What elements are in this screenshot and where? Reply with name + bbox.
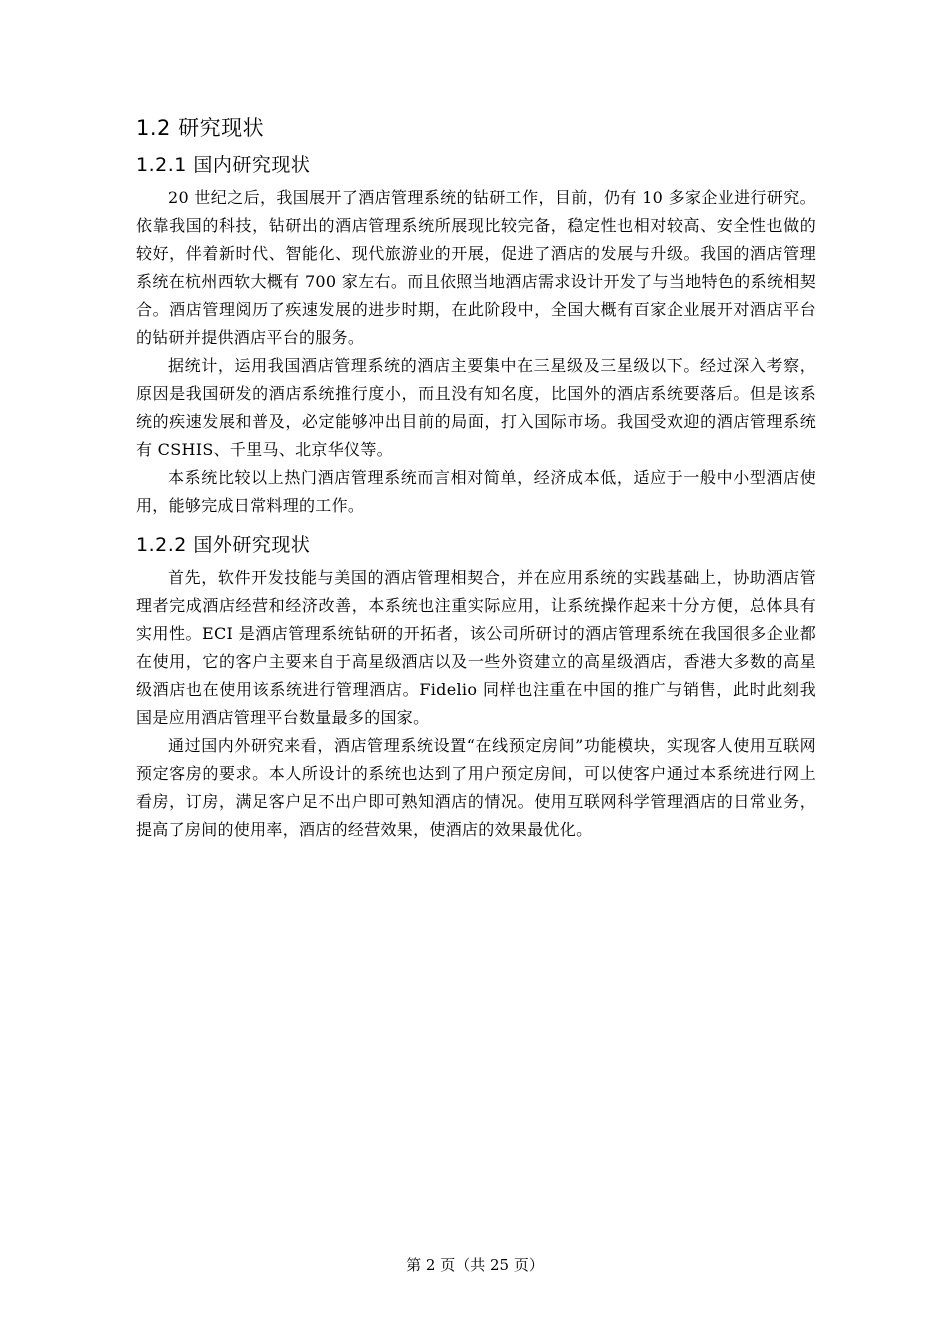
page-content: [136, 112, 816, 844]
paragraph-domestic-1: 20 世纪之后，我国展开了酒店管理系统的钻研工作，目前，仍有 10 多家企业进行研究。依靠我国的科技，钻研出的酒店管理系统所展现比较完备，稳定性也相对较高、安全性也做的较好，伴着新时代、智能化、现代旅游业的开展，促进了酒店的发展与升级。我国的酒店管理系统在杭州西软大概有 700 家左右。而且依照当地酒店需求设计开发了与当地特色的系统相契合。酒店管理阅历了疾速发展的进步时期，在此阶段中，全国大概有百家企业展开对酒店平台的钻研并提供酒店平台的服务。: [136, 188, 816, 347]
paragraph-domestic-2: 据统计，运用我国酒店管理系统的酒店主要集中在三星级及三星级以下。经过深入考察，原因是我国研发的酒店系统推行度小，而且没有知名度，比国外的酒店系统要落后。但是该系统的疾速发展和普及，必定能够冲出目前的局面，打入国际市场。我国受欢迎的酒店管理系统有 CSHIS、千里马、北京华仪等。: [136, 356, 816, 459]
paragraph-domestic-3: 本系统比较以上热门酒店管理系统而言相对简单，经济成本低，适应于一般中小型酒店使用，能够完成日常料理的工作。: [136, 468, 816, 515]
paragraph-foreign-2: 通过国内外研究来看，酒店管理系统设置“在线预定房间”功能模块，实现客人使用互联网预定客房的要求。本人所设计的系统也达到了用户预定房间，可以使客户通过本系统进行网上看房，订房，满足客户足不出户即可熟知酒店的情况。使用互联网科学管理酒店的日常业务，提高了房间的使用率，酒店的经营效果，使酒店的效果最优化。: [136, 736, 816, 839]
spacer: [136, 520, 816, 530]
subsection-heading-foreign: 1.2.2 国外研究现状: [136, 534, 311, 556]
paragraph-foreign-1: 首先，软件开发技能与美国的酒店管理相契合，并在应用系统的实践基础上，协助酒店管理者完成酒店经营和经济改善，本系统也注重实际应用，让系统操作起来十分方便，总体具有实用性。ECI 是酒店管理系统钻研的开拓者，该公司所研讨的酒店管理系统在我国很多企业都在使用，它的客户主要来自于高星级酒店以及一些外资建立的高星级酒店，香港大多数的高星级酒店也在使用该系统进行管理酒店。Fidelio 同样也注重在中国的推广与销售，此时此刻我国是应用酒店管理平台数量最多的国家。: [136, 568, 816, 727]
page-footer: 第 2 页（共 25 页）: [406, 1256, 544, 1274]
subsection-heading-domestic: 1.2.1 国内研究现状: [136, 154, 311, 176]
section-heading: 1.2 研究现状: [136, 116, 265, 140]
